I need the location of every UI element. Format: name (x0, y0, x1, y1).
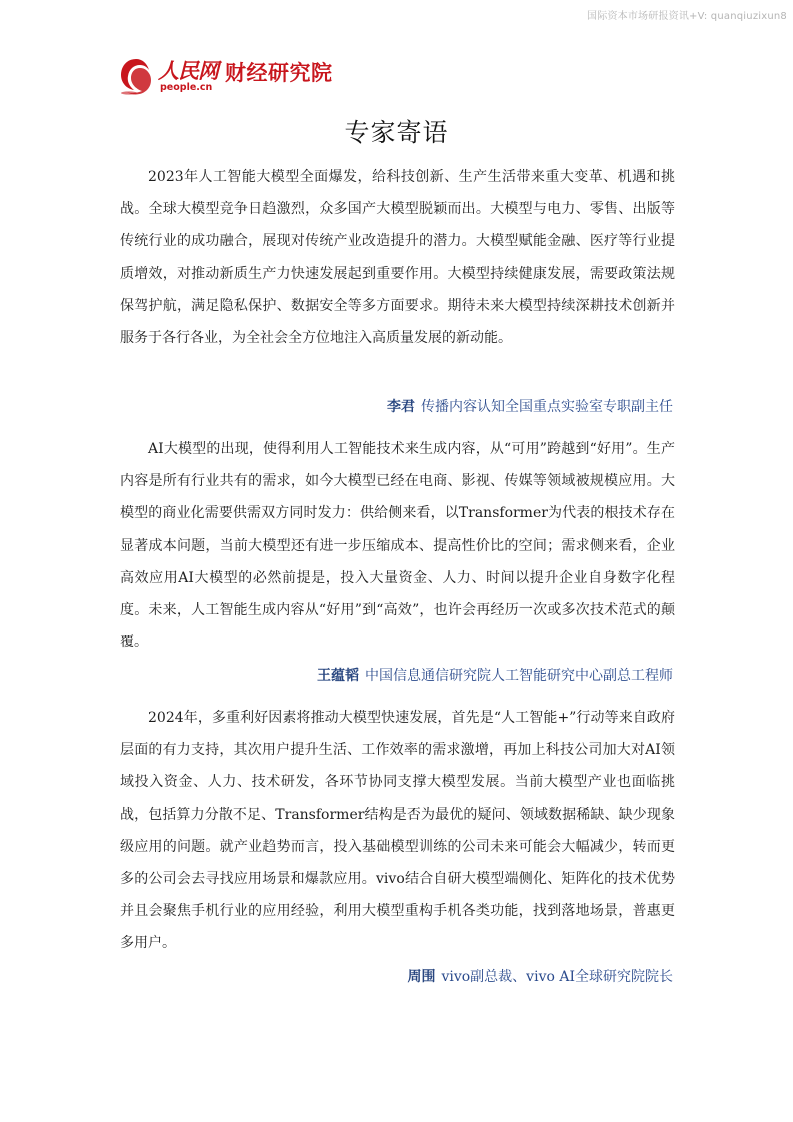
page-title: 专家寄语 (344, 118, 449, 147)
expert-role: vivo副总裁、vivo AI全球研究院院长 (441, 969, 673, 985)
expert-quote-paragraph: 2024年，多重利好因素将推动大模型快速发展，首先是“人工智能+”行动等来自政府层面的有力支持，其次用户提升生活、工作效率的需求激增，再加上科技公司加大对AI领域投入资金、人力、技术研发，各环节协同支撑大模型发展。当前大模型产业也面临挑战，包括算力分散不足、Transformer结构是否为最优的疑问、领域数据稀缺、缺少现象级应用的问题。就产业趋势而言，投入基础模型训练的公司未来可能会大幅减少，转而更多的公司会去寻找应用场景和爆款应用。vivo结合自研大模型端侧化、矩阵化的技术优势并且会聚焦手机行业的应用经验，利用大模型重构手机各类功能，找到落地场景，普惠更多用户。 (120, 710, 675, 952)
people-daily-emblem-icon (118, 56, 154, 96)
expert-signature (407, 967, 673, 987)
expert-quote-paragraph: AI大模型的出现，使得利用人工智能技术来生成内容，从“可用”跨越到“好用”。生产内容是所有行业共有的需求，如今大模型已经在电商、影视、传媒等领域被规模应用。大模型的商业化需要供需双方同时发力：供给侧来看，以Transformer为代表的根技术存在显著成本问题，当前大模型还有进一步压缩成本、提高性价比的空间；需求侧来看，企业高效应用AI大模型的必然前提是，投入大量资金、人力、时间以提升企业自身数字化程度。未来，人工智能生成内容从“好用”到“高效”，也许会再经历一次或多次技术范式的颠覆。 (120, 441, 675, 651)
logo-url: people.cn (160, 81, 213, 93)
logo (118, 54, 333, 98)
expert-name: 李君 (387, 399, 415, 415)
expert-signature (387, 397, 673, 417)
watermark-text: 国际资本市场研报资讯+V: quanqiuzixun8 (587, 11, 787, 22)
expert-signature (317, 666, 673, 686)
logo-script-text: 人民网 (158, 57, 218, 83)
expert-role: 中国信息通信研究院人工智能研究中心副总工程师 (365, 668, 673, 684)
expert-name: 周围 (407, 969, 436, 985)
expert-name: 王蕴韬 (317, 668, 359, 684)
expert-quote-paragraph: 2023年人工智能大模型全面爆发，给科技创新、生产生活带来重大变革、机遇和挑战。全球大模型竞争日趋激烈，众多国产大模型脱颖而出。大模型与电力、零售、出版等传统行业的成功融合，展现对传统产业改造提升的潜力。大模型赋能金融、医疗等行业提质增效，对推动新质生产力快速发展起到重要作用。大模型持续健康发展，需要政策法规保驾护航，满足隐私保护、数据安全等多方面要求。期待未来大模型持续深耕技术创新并服务于各行各业，为全社会全方位地注入高质量发展的新动能。 (120, 169, 675, 347)
expert-role: 传播内容认知全国重点实验室专职副主任 (421, 399, 673, 415)
logo-brand: 财经研究院 (225, 61, 333, 85)
